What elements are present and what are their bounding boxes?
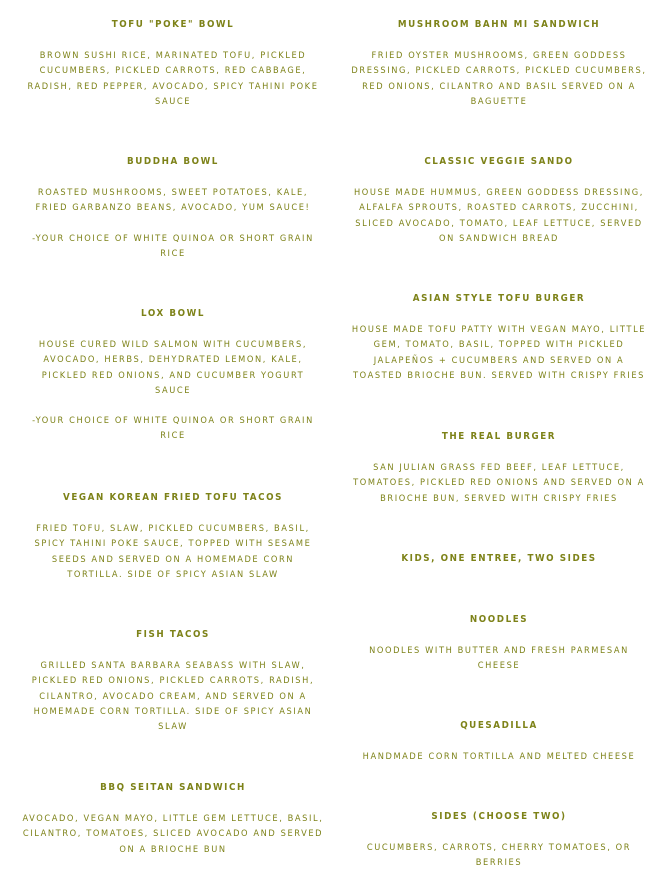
menu-item-description: ROASTED MUSHROOMS, SWEET POTATOES, KALE, FRIED GARBANZO BEANS, AVOCADO, YUM SAUCE! — [35, 187, 311, 214]
menu-item-title: BBQ SEITAN SANDWICH — [100, 782, 246, 793]
menu-item-description: HANDMADE CORN TORTILLA AND MELTED CHEESE — [362, 751, 636, 762]
menu-item-title: SIDES (CHOOSE TWO) — [431, 811, 567, 822]
menu-item-title: BUDDHA BOWL — [127, 156, 219, 167]
menu-item — [349, 293, 649, 383]
menu-item — [22, 308, 324, 444]
menu-item-title: MUSHROOM BAHN MI SANDWICH — [397, 19, 601, 30]
menu-item-description: CUCUMBERS, CARROTS, CHERRY TOMATOES, OR BERRIES — [366, 842, 632, 869]
menu-item-description: FRIED OYSTER MUSHROOMS, GREEN GODDESS DRESSING, PICKLED CARROTS, PICKLED CUCUMBERS, RED ONIONS, CILANTRO AND BASIL SERVED ON A BAGUETTE — [351, 50, 647, 107]
menu-item — [22, 19, 324, 109]
menu-item — [349, 720, 649, 764]
menu-item — [349, 811, 649, 871]
menu-item-title: THE REAL BURGER — [441, 431, 557, 442]
menu-item — [349, 614, 649, 674]
menu-item-description: FRIED TOFU, SLAW, PICKLED CUCUMBERS, BASIL, SPICY TAHINI POKE SAUCE, TOPPED WITH SESAME SEEDS AND SERVED ON A HOMEMADE CORN TORTILLA. SIDE OF SPICY ASIAN SLAW — [34, 523, 312, 580]
menu-item — [22, 492, 324, 582]
menu-item-description: SAN JULIAN GRASS FED BEEF, LEAF LETTUCE, TOMATOES, PICKLED RED ONIONS AND SERVED ON A BRIOCHE BUN, SERVED WITH CRISPY FRIES — [353, 462, 645, 504]
menu-item-note: -YOUR CHOICE OF WHITE QUINOA OR SHORT GRAIN RICE — [32, 232, 314, 259]
menu-item-description: HOUSE MADE HUMMUS, GREEN GODDESS DRESSING, ALFALFA SPROUTS, ROASTED CARROTS, ZUCCHINI, SLICED AVOCADO, TOMATO, LEAF LETTUCE, SERVED ON SANDWICH BREAD — [353, 187, 644, 244]
menu-item-description: AVOCADO, VEGAN MAYO, LITTLE GEM LETTUCE, BASIL, CILANTRO, TOMATOES, SLICED AVOCADO AND SERVED ON A BRIOCHE BUN — [22, 813, 324, 855]
menu-item-title: TOFU "POKE" BOWL — [111, 19, 235, 30]
menu-item-description: GRILLED SANTA BARBARA SEABASS WITH SLAW, PICKLED RED ONIONS, PICKLED CARROTS, RADISH, CILANTRO, AVOCADO CREAM, AND SERVED ON A HOMEMADE CORN TORTILLA. SIDE OF SPICY ASIAN SLAW — [31, 660, 315, 733]
menu-section-heading — [349, 553, 649, 565]
menu-item-title: ASIAN STYLE TOFU BURGER — [412, 293, 586, 304]
menu-item-title: LOX BOWL — [141, 308, 205, 319]
menu-item-note: -YOUR CHOICE OF WHITE QUINOA OR SHORT GRAIN RICE — [32, 415, 314, 442]
menu-item — [22, 629, 324, 734]
menu-item-title: VEGAN KOREAN FRIED TOFU TACOS — [63, 492, 283, 503]
menu-item-description: NOODLES WITH BUTTER AND FRESH PARMESAN CHEESE — [369, 645, 629, 672]
menu-item-title: NOODLES — [469, 614, 529, 625]
menu-item — [349, 19, 649, 109]
menu-item — [22, 156, 324, 261]
menu-item — [22, 782, 324, 857]
menu-item — [349, 431, 649, 506]
kids-section-title: KIDS, ONE ENTREE, TWO SIDES — [401, 553, 597, 564]
menu-item-description: BROWN SUSHI RICE, MARINATED TOFU, PICKLED CUCUMBERS, PICKLED CARROTS, RED CABBAGE, RADISH, RED PEPPER, AVOCADO, SPICY TAHINI POKE SAUCE — [27, 50, 319, 107]
menu-item-description: HOUSE CURED WILD SALMON WITH CUCUMBERS, AVOCADO, HERBS, DEHYDRATED LEMON, KALE, PICKLED RED ONIONS, AND CUCUMBER YOGURT SAUCE — [38, 339, 308, 396]
menu-item-title: FISH TACOS — [136, 629, 210, 640]
menu-item-title: CLASSIC VEGGIE SANDO — [424, 156, 574, 167]
menu-item-description: HOUSE MADE TOFU PATTY WITH VEGAN MAYO, LITTLE GEM, TOMATO, BASIL, TOPPED WITH PICKLED JALAPEÑOS + CUCUMBERS AND SERVED ON A TOASTED BRIOCHE BUN. SERVED WITH CRISPY FRIES — [351, 324, 647, 381]
menu-item-title: QUESADILLA — [460, 720, 538, 731]
menu-item — [349, 156, 649, 246]
